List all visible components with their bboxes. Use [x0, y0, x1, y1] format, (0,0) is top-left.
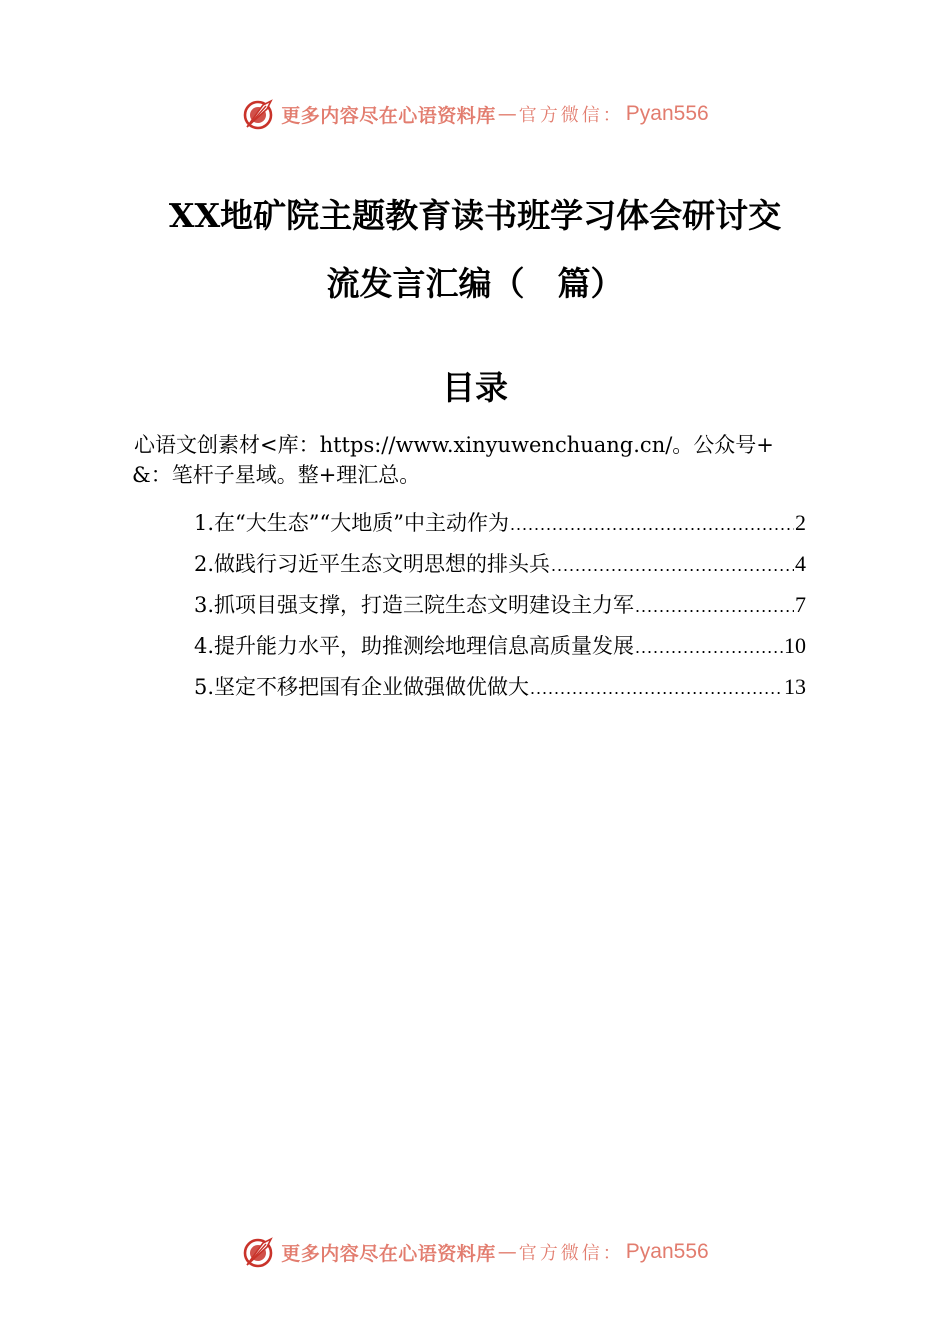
- banner-text: 更多内容尽在心语资料库: [281, 1242, 496, 1265]
- document-title-line-2: 流发言汇编（ 篇）: [326, 264, 624, 303]
- toc-entry-page: 10: [784, 633, 806, 658]
- quill-seal-logo-icon: [241, 1235, 275, 1269]
- banner-text: 更多内容尽在心语资料库: [281, 104, 496, 127]
- quill-seal-logo-icon: [241, 97, 275, 131]
- banner-dash: —: [497, 1241, 517, 1263]
- toc-entry-page: 4: [795, 551, 806, 576]
- toc-entry[interactable]: [194, 546, 806, 587]
- banner-dash: —: [497, 103, 517, 125]
- toc-entry-title: 4.提升能力水平，助推测绘地理信息高质量发展: [194, 634, 635, 658]
- toc-leader-dots: [530, 670, 783, 706]
- toc-entry-title: 1.在“大生态”“大地质”中主动作为: [194, 511, 509, 535]
- toc-entry-title: 3.抓项目强支撑，打造三院生态文明建设主力军: [194, 593, 635, 617]
- toc-heading: 目录: [442, 368, 508, 407]
- banner-wechat-label: 官方微信：: [518, 105, 624, 126]
- toc-leader-dots: [635, 629, 783, 665]
- banner-wechat-id: Pyan556: [625, 1240, 709, 1263]
- toc-list: [194, 505, 806, 710]
- toc-entry-page: 7: [795, 592, 806, 617]
- toc-leader-dots: [551, 547, 794, 583]
- footer-banner: [0, 1232, 950, 1272]
- toc-leader-dots: [635, 588, 794, 624]
- intro-line-2: &：笔杆子星域。整+理汇总。: [132, 463, 421, 487]
- toc-leader-dots: [510, 506, 794, 542]
- banner-wechat-label: 官方微信：: [518, 1243, 624, 1264]
- toc-entry-page: 2: [795, 510, 806, 535]
- toc-entry[interactable]: [194, 669, 806, 710]
- toc-entry[interactable]: [194, 505, 806, 546]
- intro-line-1: 心语文创素材<库：https://www.xinyuwenchuang.cn/。公众号+: [134, 433, 774, 457]
- header-banner: [0, 94, 950, 134]
- toc-entry-title: 5.坚定不移把国有企业做强做优做大: [194, 675, 530, 699]
- banner-wechat-id: Pyan556: [625, 102, 709, 125]
- toc-entry[interactable]: [194, 628, 806, 669]
- toc-entry-page: 13: [784, 674, 806, 699]
- toc-entry-title: 2.做践行习近平生态文明思想的排头兵: [194, 552, 551, 576]
- toc-entry[interactable]: [194, 587, 806, 628]
- document-title-line-1: XX地矿院主题教育读书班学习体会研讨交: [168, 196, 782, 235]
